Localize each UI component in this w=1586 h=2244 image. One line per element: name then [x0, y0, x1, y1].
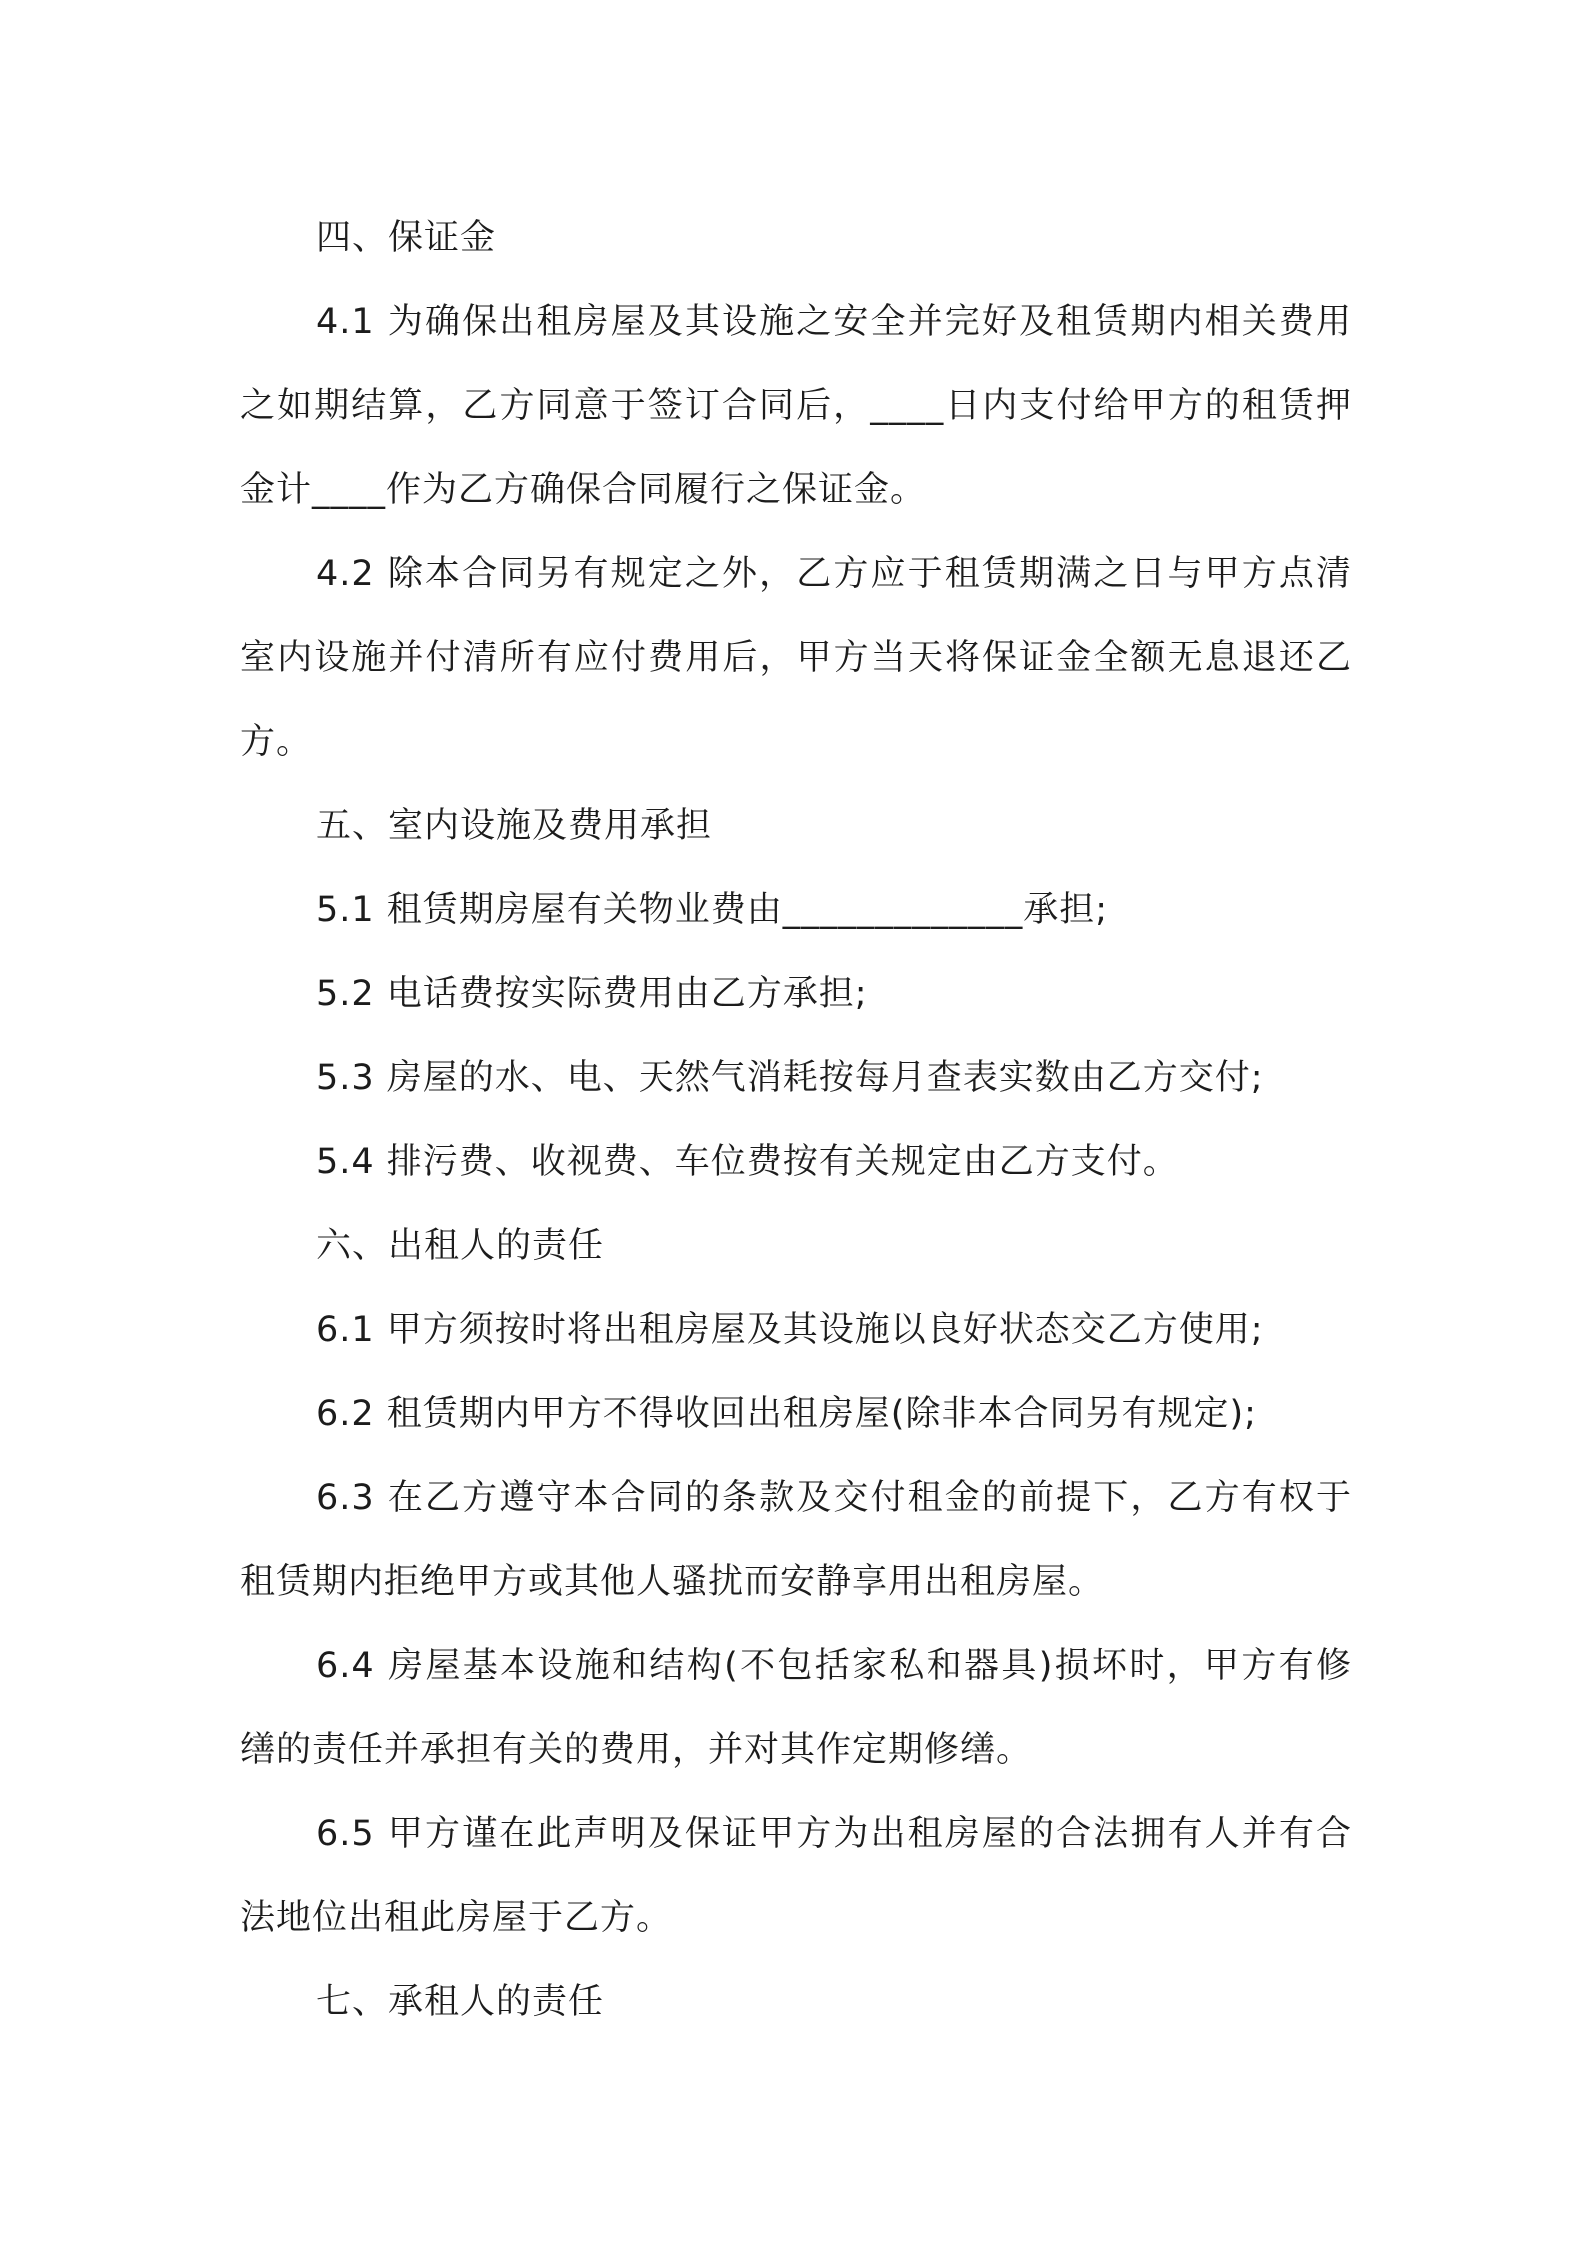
- clause-6-3: 6.3 在乙方遵守本合同的条款及交付租金的前提下，乙方有权于租赁期内拒绝甲方或其他人骚扰而安静享用出租房屋。: [240, 1478, 1352, 1602]
- clause-6-4: 6.4 房屋基本设施和结构(不包括家私和器具)损坏时，甲方有修缮的责任并承担有关的费用，并对其作定期修缮。: [240, 1646, 1352, 1770]
- clause-5-4: 5.4 排污费、收视费、车位费按有关规定由乙方支付。: [316, 1142, 1179, 1182]
- clause-5-3: 5.3 房屋的水、电、天然气消耗按每月查表实数由乙方交付;: [316, 1058, 1264, 1098]
- clause-6-5: 6.5 甲方谨在此声明及保证甲方为出租房屋的合法拥有人并有合法地位出租此房屋于乙方。: [240, 1814, 1352, 1938]
- clause-4-2: 4.2 除本合同另有规定之外，乙方应于租赁期满之日与甲方点清室内设施并付清所有应付费用后，甲方当天将保证金全额无息退还乙方。: [240, 554, 1352, 762]
- section-heading-lessee-duties: 七、承租人的责任: [316, 1982, 605, 2022]
- section-heading-deposit: 四、保证金: [316, 218, 497, 258]
- section-heading-lessor-duties: 六、出租人的责任: [316, 1226, 605, 1266]
- document-body: [240, 196, 1352, 2044]
- clause-4-1: 4.1 为确保出租房屋及其设施之安全并完好及租赁期内相关费用之如期结算，乙方同意于签订合同后，____日内支付给甲方的租赁押金计____作为乙方确保合同履行之保证金。: [240, 302, 1352, 510]
- clause-5-2: 5.2 电话费按实际费用由乙方承担;: [316, 974, 868, 1014]
- clause-6-1: 6.1 甲方须按时将出租房屋及其设施以良好状态交乙方使用;: [316, 1310, 1264, 1350]
- clause-5-1: 5.1 租赁期房屋有关物业费由_____________承担;: [316, 890, 1109, 930]
- section-heading-facilities-fees: 五、室内设施及费用承担: [316, 806, 713, 846]
- clause-6-2: 6.2 租赁期内甲方不得收回出租房屋(除非本合同另有规定);: [316, 1394, 1257, 1434]
